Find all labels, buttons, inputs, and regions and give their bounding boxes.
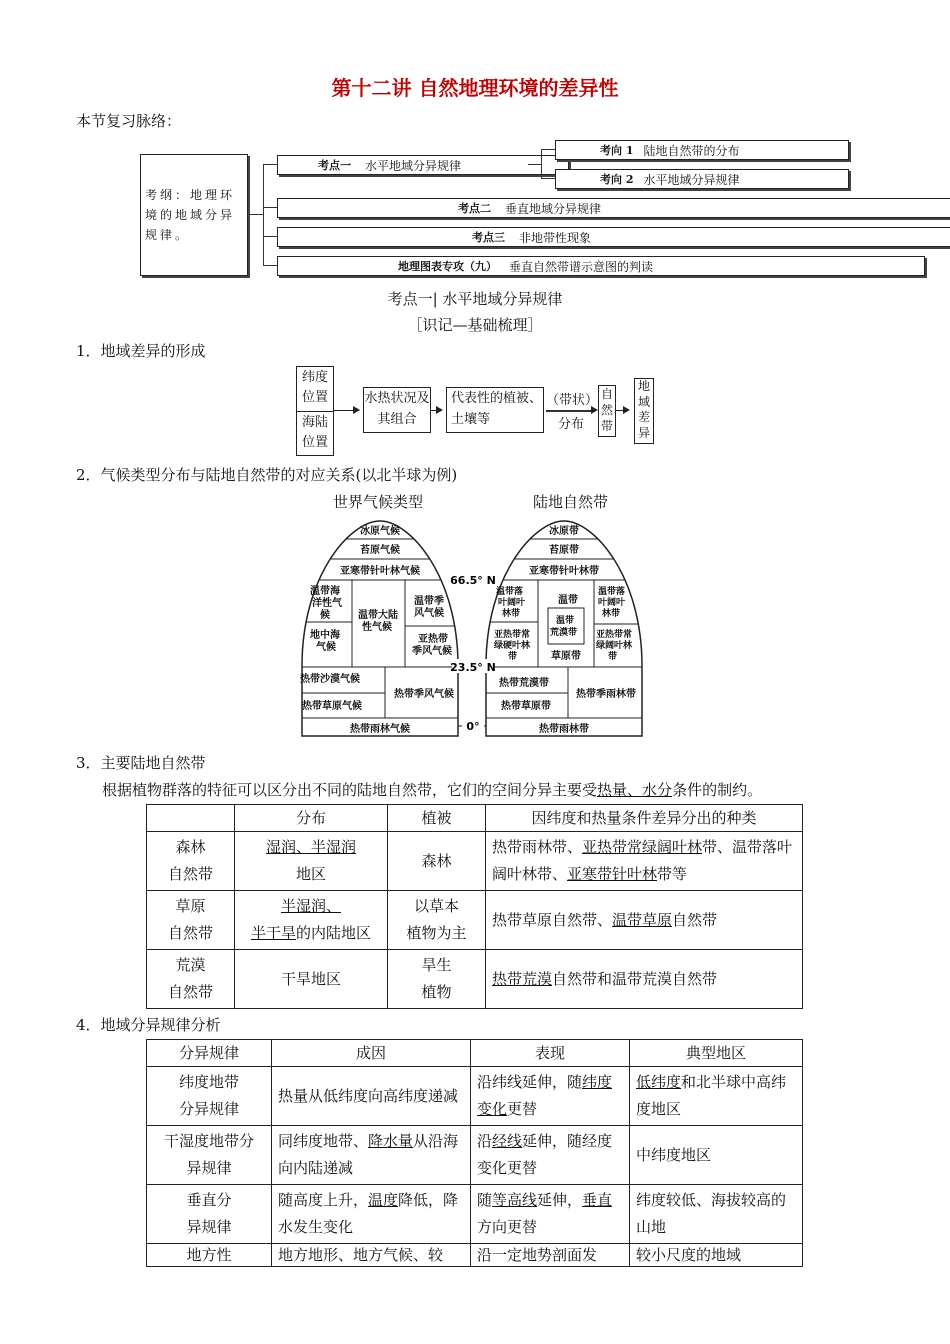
left-continental: 温带大陆性气候 <box>358 610 398 633</box>
right-hard-leaf: 亚热带常绿硬叶林带 <box>494 630 531 662</box>
table-differentiation <box>146 1039 803 1267</box>
outline-root: 考纲：地理环境的地域分异规律。 <box>140 154 248 276</box>
left-subarctic: 亚寒带针叶林气候 <box>340 566 420 577</box>
outline-kd1: 考点一 水平地域分异规律 <box>277 155 569 175</box>
heading-1: 1．地域差异的形成 <box>76 342 206 360</box>
flow-difference-box: 地域差异 <box>634 378 654 444</box>
left-monsoon-tropical: 热带季风气候 <box>394 689 454 700</box>
left-ice: 冰原气候 <box>360 526 400 537</box>
right-rainforest: 热带雨林带 <box>539 724 589 735</box>
review-label: 本节复习脉络： <box>76 112 182 130</box>
left-savanna: 热带草原气候 <box>302 701 362 712</box>
diagram-right-title: 陆地自然带 <box>533 493 609 511</box>
outline-tb: 地理图表专攻（九） 垂直自然带谱示意图的判读 <box>277 256 925 276</box>
flow-origin-box: 纬度位置 海陆位置 <box>296 366 334 456</box>
left-monsoon-subtropical: 亚热带季风气候 <box>412 634 452 657</box>
left-monsoon-temperate: 温带季风气候 <box>414 596 444 619</box>
flow-band-label: （带状） <box>546 393 599 408</box>
lat-23-label: 23.5° N <box>450 661 496 674</box>
paragraph-3: 根据植物群落的特征可以区分出不同的陆地自然带，它们的空间分异主要受热量、水分条件的制约。 <box>102 781 763 799</box>
flow-zone-box: 自然带 <box>598 385 616 437</box>
table1-header: 分布 植被 因纬度和热量条件差异分出的种类 <box>147 805 803 832</box>
climate-zone-diagram <box>290 516 660 742</box>
left-tundra: 苔原气候 <box>360 545 400 556</box>
right-grass: 草原带 <box>551 651 581 662</box>
flow-distribution-label: 分布 <box>558 417 585 432</box>
right-desert-temperate: 温带荒漠带 <box>550 616 578 638</box>
right-monsoon: 热带季雨林带 <box>576 689 636 700</box>
diagram-left-title: 世界气候类型 <box>333 493 424 511</box>
section-subheading: ［识记—基础梳理］ <box>407 316 543 334</box>
left-maritime: 温带海洋性气候 <box>310 586 342 621</box>
right-ice: 冰原带 <box>549 526 579 537</box>
right-savanna: 热带草原带 <box>501 701 551 712</box>
outline-kx1: 考向 1 陆地自然带的分布 <box>555 140 849 160</box>
right-tundra: 苔原带 <box>549 545 579 556</box>
table-row: 干湿度地带分 异规律 同纬度地带、降水量从沿海向内陆递减 沿经线延伸，随经度变化更替 中纬度地区 <box>147 1126 803 1185</box>
left-mediterranean: 地中海气候 <box>310 630 340 653</box>
heading-4: 4．地域分异规律分析 <box>76 1016 221 1034</box>
outline-kd2: 考点二 垂直地域分异规律 <box>277 198 950 218</box>
table-row: 垂直分 异规律 随高度上升，温度降低，降水发生变化 随等高线延伸，垂直方向更替 纬度较低、海拔较高的山地 <box>147 1185 803 1244</box>
left-rainforest: 热带雨林气候 <box>350 724 410 735</box>
right-taiga: 亚寒带针叶林带 <box>529 566 599 577</box>
table-row: 森林 自然带 湿润、半湿润 地区 森林 热带雨林带、亚热带常绿阔叶林带、温带落叶阔叶林带、亚寒带针叶林带等 <box>147 832 803 891</box>
table-row: 草原 自然带 半湿润、 半干旱的内陆地区 以草本 植物为主 热带草原自然带、温带草原自然带 <box>147 891 803 950</box>
table-row: 纬度地带 分异规律 热量从低纬度向高纬度递减 沿纬线延伸，随纬度变化更替 低纬度和北半球中高纬度地区 <box>147 1067 803 1126</box>
flow-hydrothermal-box: 水热状况及其组合 <box>363 387 431 433</box>
lat-66-label: 66.5° N <box>450 574 496 587</box>
right-deciduous-east: 温带落叶阔叶林带 <box>598 587 626 619</box>
table-row: 荒漠 自然带 干旱地区 旱生 植物 热带荒漠自然带和温带荒漠自然带 <box>147 950 803 1009</box>
heading-2: 2．气候类型分布与陆地自然带的对应关系(以北半球为例) <box>76 466 458 484</box>
heading-3: 3．主要陆地自然带 <box>76 754 206 772</box>
right-desert-tropical: 热带荒漠带 <box>499 678 549 689</box>
table-row: 地方性 地方地形、地方气候、较 沿一定地势剖面发 较小尺度的地域 <box>147 1244 803 1267</box>
outline-kd3: 考点三 非地带性现象 <box>277 227 950 247</box>
right-steppe: 温带 <box>558 595 578 606</box>
page-title: 第十二讲 自然地理环境的差异性 <box>331 76 619 100</box>
lat-0-label: 0° <box>466 720 480 733</box>
right-deciduous-west: 温带落叶阔叶林带 <box>496 587 526 619</box>
outline-kx2: 考向 2 水平地域分异规律 <box>555 169 849 189</box>
table2-header: 分异规律 成因 表现 典型地区 <box>147 1040 803 1067</box>
table-natural-belts <box>146 804 803 1009</box>
flow-vegetation-box: 代表性的植被、土壤等 <box>446 387 544 433</box>
section-heading: 考点一| 水平地域分异规律 <box>387 290 563 308</box>
left-desert: 热带沙漠气候 <box>300 674 360 685</box>
right-evergreen: 亚热带常绿阔叶林带 <box>596 630 633 662</box>
